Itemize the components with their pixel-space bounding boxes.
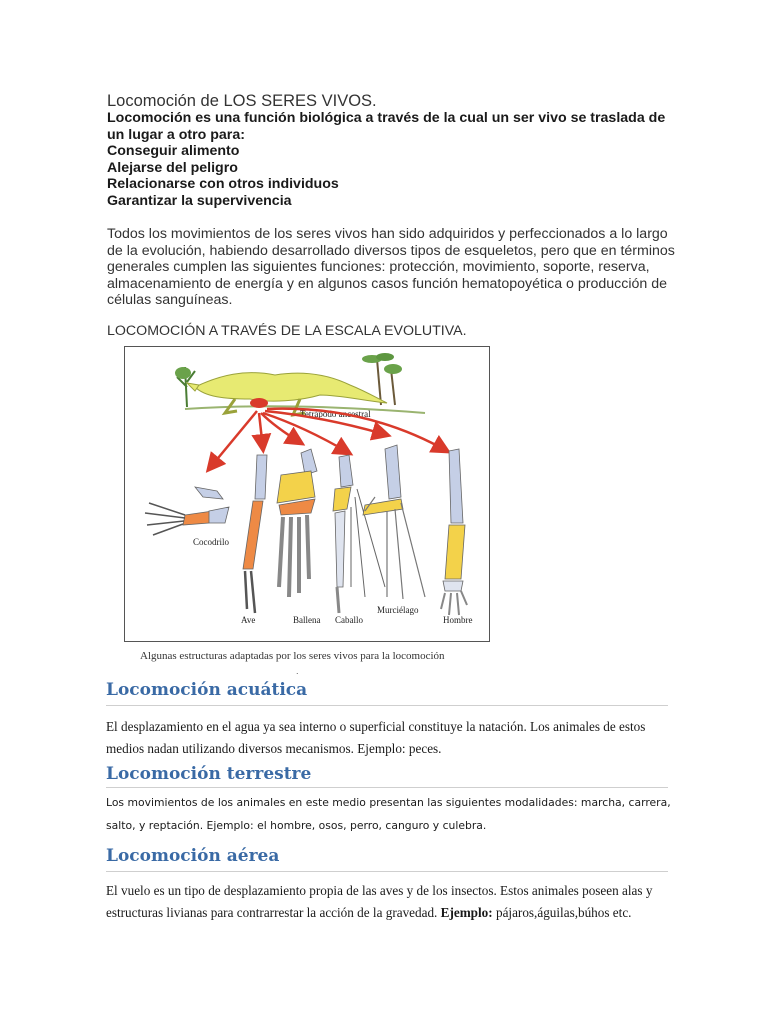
heading-rule xyxy=(106,705,668,706)
purpose-item: Relacionarse con otros individuos xyxy=(107,176,339,193)
hombre-limb-icon xyxy=(441,449,467,615)
terrestre-text xyxy=(106,792,686,837)
murcielago-limb-icon xyxy=(363,445,425,599)
definition-line: un lugar a otro para: xyxy=(107,126,245,143)
ballena-limb-icon xyxy=(277,449,317,597)
purpose-item: Alejarse del peligro xyxy=(107,159,238,176)
paragraph-line: generales cumplen las siguientes funciones: protección, movimiento, soporte, reserva, xyxy=(107,259,650,276)
acuatica-line: El desplazamiento en el agua ya sea interno o superficial constituye la natación. Los animales de estos xyxy=(106,719,646,734)
heading-terrestre: Locomoción terrestre xyxy=(106,764,312,784)
aerea-line xyxy=(106,902,686,924)
label-cocodrilo: Cocodrilo xyxy=(193,537,229,547)
label-caballo: Caballo xyxy=(335,615,363,625)
aerea-line: El vuelo es un tipo de desplazamiento propia de las aves y de los insectos. Estos animales poseen alas y xyxy=(106,883,653,898)
label-ballena: Ballena xyxy=(293,615,321,625)
label-murcielago: Murciélago xyxy=(377,605,419,615)
terrestre-line: salto, y reptación. Ejemplo: el hombre, osos, perro, canguro y culebra. xyxy=(106,818,487,832)
purpose-item: Conseguir alimento xyxy=(107,143,240,160)
label-hombre: Hombre xyxy=(443,615,473,625)
paragraph-line: de la evolución, habiendo desarrollado diversos tipos de esqueletos, pero que en términos xyxy=(107,242,675,259)
figure-caption: Algunas estructuras adaptadas por los seres vivos para la locomoción xyxy=(140,650,445,662)
aerea-line-start: estructuras livianas para contrarrestar la acción de la gravedad. xyxy=(106,904,441,920)
heading-rule xyxy=(106,871,668,872)
aerea-text xyxy=(106,880,686,923)
section-subtitle: LOCOMOCIÓN A TRAVÉS DE LA ESCALA EVOLUTIVA. xyxy=(107,323,467,339)
paragraph-line: Todos los movimientos de los seres vivos han sido adquiridos y perfeccionados a lo largo xyxy=(107,226,668,242)
paragraph-line: almacenamiento de energía y en algunos casos función hematopoyética o producción de xyxy=(107,275,667,292)
acuatica-text xyxy=(106,716,686,759)
heading-acuatica: Locomoción acuática xyxy=(106,680,308,700)
aerea-line-end: pájaros,águilas,búhos etc. xyxy=(492,904,632,920)
purpose-item: Garantizar la supervivencia xyxy=(107,192,292,209)
heading-aerea: Locomoción aérea xyxy=(106,846,280,866)
caption-dot: . xyxy=(296,666,299,676)
acuatica-line: medios nadan utilizando diversos mecanismos. Ejemplo: peces. xyxy=(106,740,442,756)
label-ave: Ave xyxy=(241,615,256,625)
aerea-example-label: Ejemplo: xyxy=(440,904,493,920)
definition-block xyxy=(107,110,667,210)
definition-line: Locomoción es una función biológica a través de la cual un ser vivo se traslada de xyxy=(107,110,666,126)
heading-rule xyxy=(106,787,668,788)
terrestre-line: Los movimientos de los animales en este medio presentan las siguientes modalidades: marcha, carrera, xyxy=(106,796,671,809)
limb-evolution-illustration xyxy=(125,347,489,641)
page-title: Locomoción de LOS SERES VIVOS. xyxy=(107,92,377,110)
paragraph-line: células sanguíneas. xyxy=(107,292,233,309)
label-ancestor: Tetrápodo ancestral xyxy=(300,409,371,419)
ancestor-limb-highlight xyxy=(250,398,268,408)
ave-limb-icon xyxy=(243,455,267,613)
intro-paragraph xyxy=(107,226,675,309)
cocodrilo-limb-icon xyxy=(145,487,229,535)
evolution-figure xyxy=(124,346,490,642)
caballo-limb-icon xyxy=(333,455,385,613)
